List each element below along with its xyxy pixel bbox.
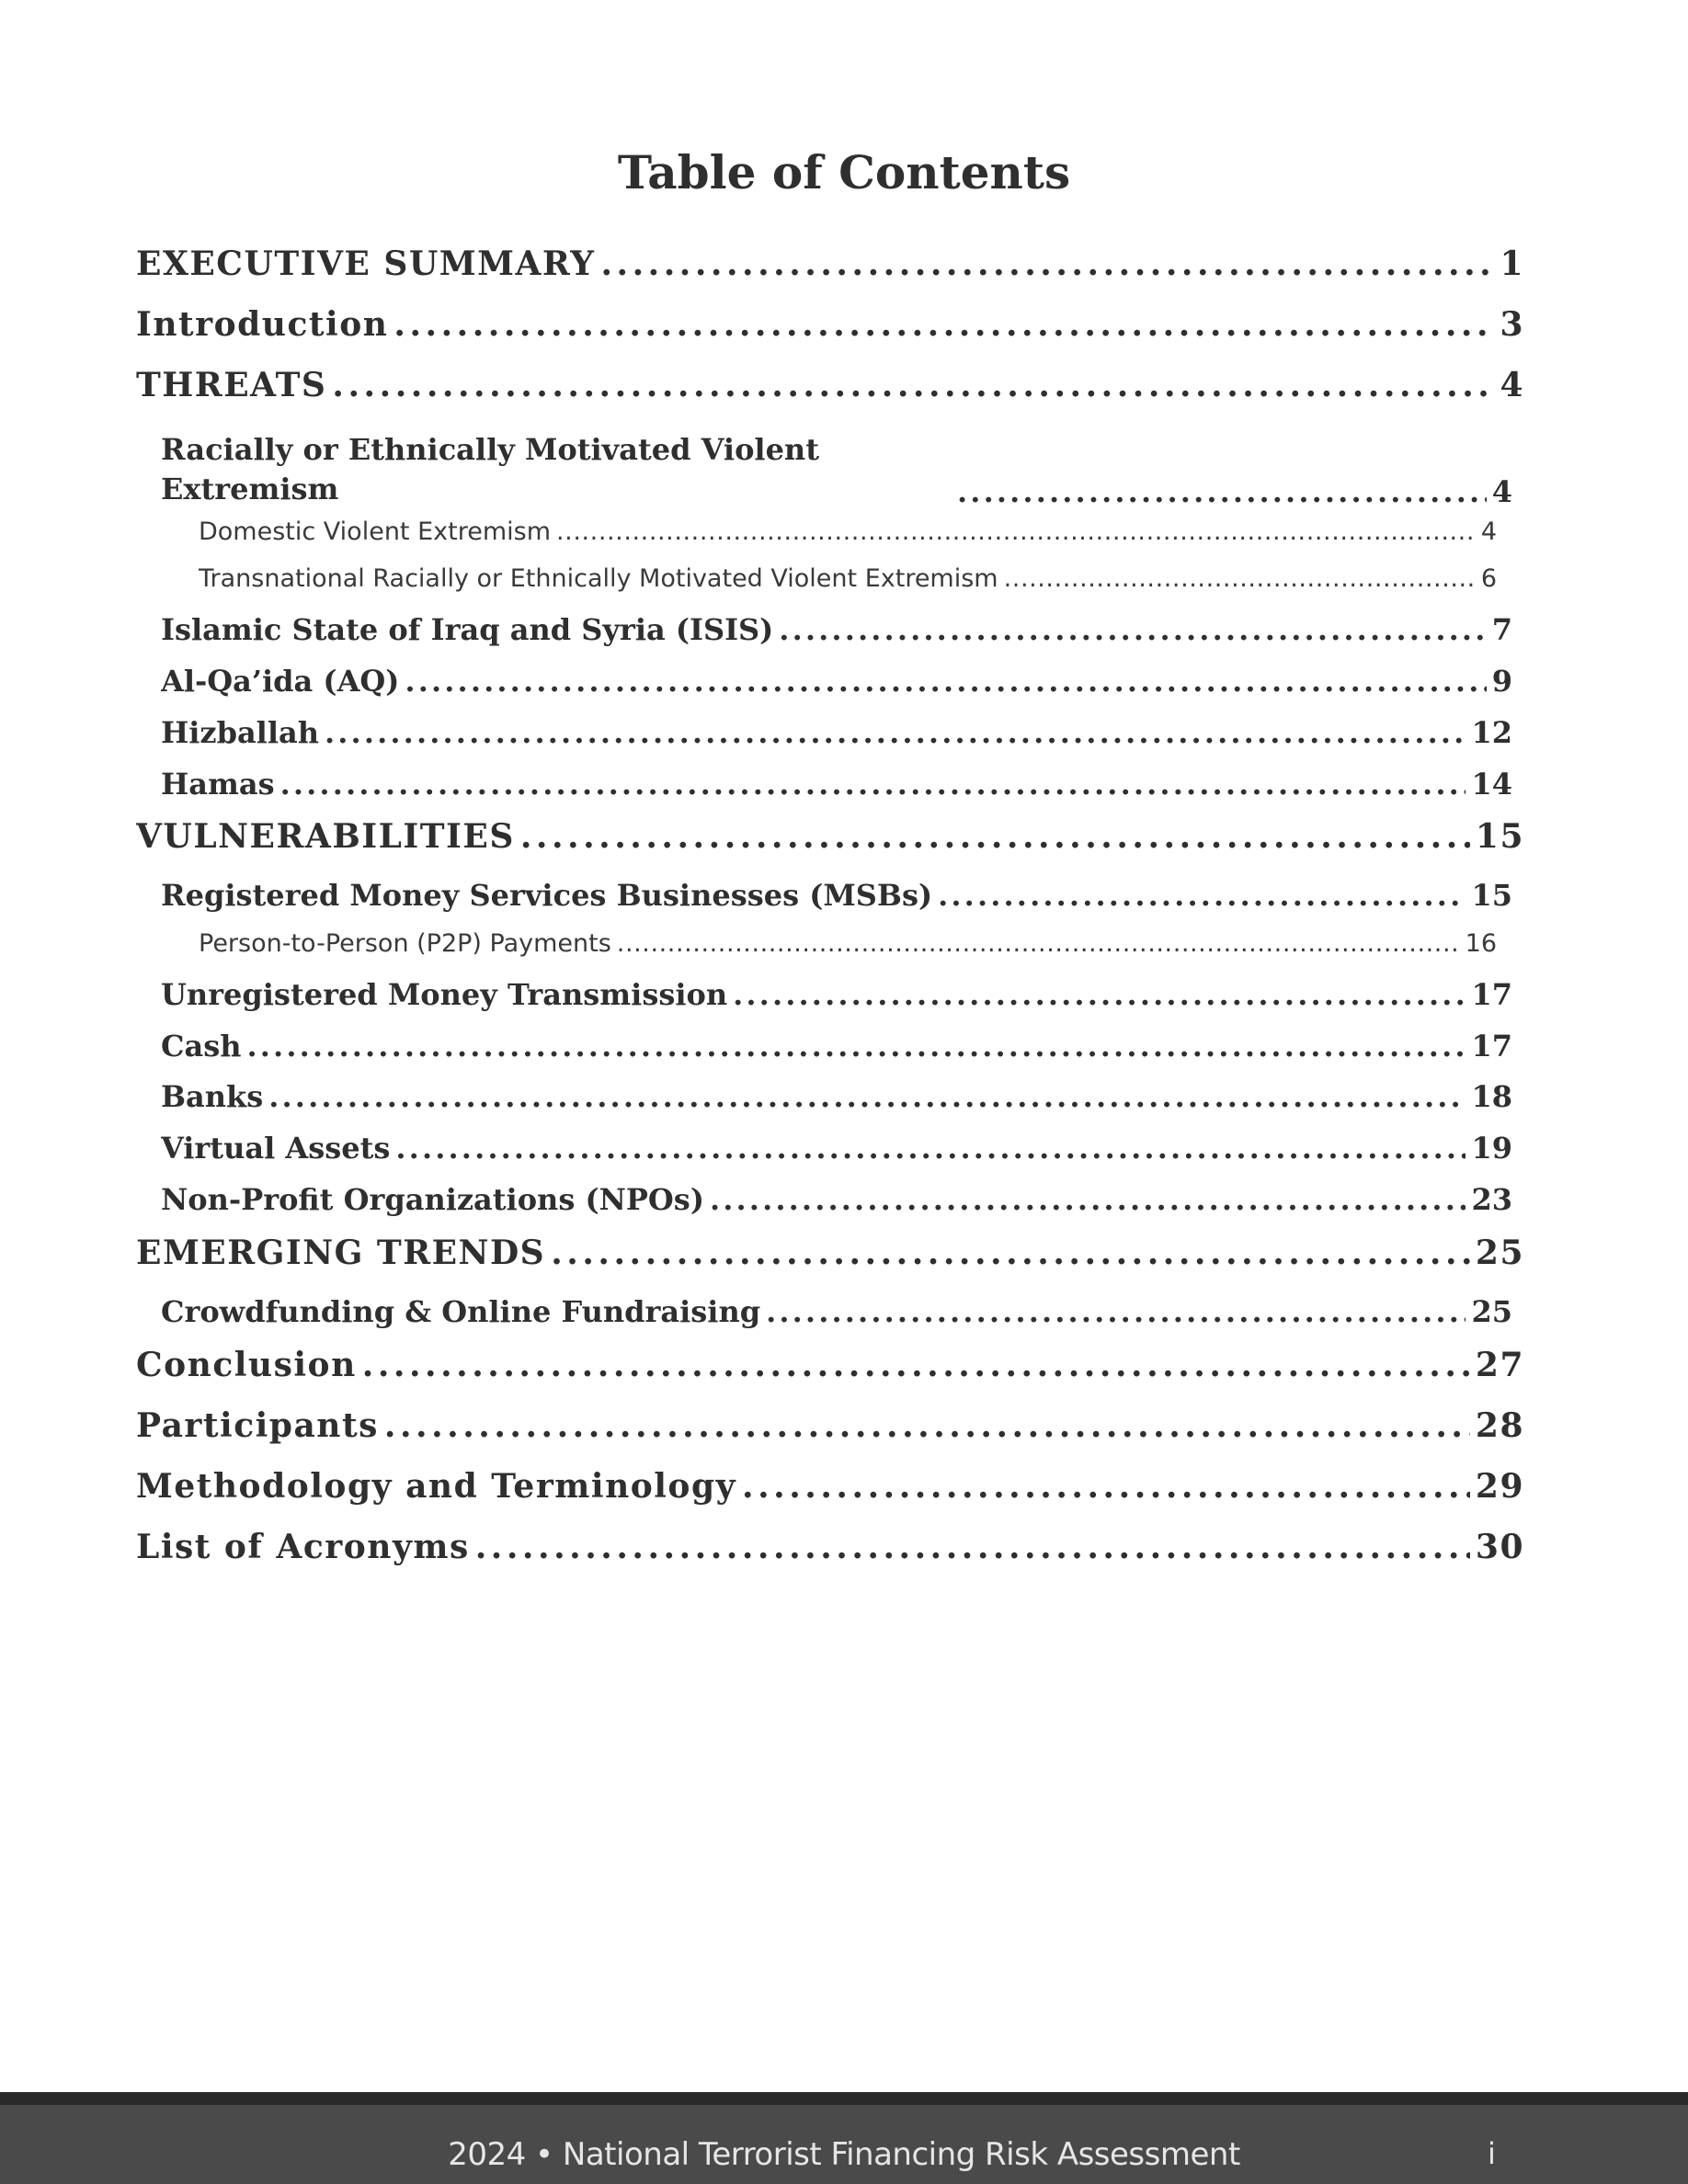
toc-entry-threats[interactable] [136, 366, 1524, 410]
toc-entry-page: 23 [1471, 1182, 1512, 1217]
toc-entry-dve-remve[interactable] [161, 428, 1512, 509]
toc-entry-unregistered-money-transmission[interactable] [161, 977, 1512, 1018]
toc-entry-domestic-violent-extremism[interactable] [199, 518, 1497, 552]
toc-entry-cash[interactable] [161, 1029, 1512, 1069]
dot-leader [332, 366, 1494, 404]
dot-leader [766, 1294, 1466, 1329]
toc-entry-page: 4 [1480, 518, 1497, 546]
footer-title: 2024 • National Terrorist Financing Risk Assessment [448, 2136, 1240, 2173]
toc-entry-page: 15 [1475, 817, 1524, 856]
toc-entry-label: Participants [136, 1406, 379, 1445]
toc-entry-page: 1 [1500, 245, 1524, 283]
dot-leader [395, 1131, 1466, 1166]
dot-leader [957, 474, 1487, 509]
toc-entry-page: 27 [1475, 1346, 1524, 1384]
toc-entry-label: Domestic Violent Extremism [199, 518, 552, 546]
toc-entry-isis[interactable] [161, 612, 1512, 653]
toc-entry-label: Transnational Racially or Ethnically Motivated Violent Extremism [199, 564, 998, 593]
toc-entry-page: 28 [1475, 1406, 1524, 1445]
toc-entry-al-qaida[interactable] [161, 664, 1512, 704]
toc-entry-hizballah[interactable] [161, 715, 1512, 756]
toc-entry-page: 29 [1475, 1467, 1524, 1506]
footer-page-number: i [1488, 2136, 1496, 2171]
toc-entry-label: VULNERABILITIES [136, 817, 515, 856]
toc-entry-label: Racially or Ethnically Motivated Violent Extremism [161, 432, 819, 506]
toc-entry-label: Hizballah [161, 715, 319, 750]
dot-leader [475, 1528, 1470, 1566]
dot-leader [938, 878, 1466, 913]
toc-entry-label: THREATS [136, 366, 327, 404]
dot-leader [325, 715, 1466, 750]
toc-entry-introduction[interactable] [136, 305, 1524, 349]
dot-leader [733, 977, 1466, 1012]
toc-entry-label: Al-Qa’ida (AQ) [161, 664, 400, 699]
toc-entry-page: 25 [1475, 1234, 1524, 1272]
toc-entry-conclusion[interactable] [136, 1346, 1524, 1390]
toc-entry-page: 4 [1491, 474, 1512, 509]
toc-entry-label: EXECUTIVE SUMMARY [136, 245, 596, 283]
toc-entry-page: 17 [1471, 1029, 1512, 1064]
dot-leader [742, 1467, 1470, 1506]
toc-entry-label: Virtual Assets [161, 1131, 391, 1166]
toc-entry-label: Methodology and Terminology [136, 1467, 737, 1506]
dot-leader [617, 929, 1460, 958]
toc-entry-page: 15 [1471, 878, 1512, 913]
toc-entry-methodology[interactable] [136, 1467, 1524, 1511]
toc-entry-page: 25 [1471, 1294, 1512, 1329]
dot-leader [393, 305, 1494, 344]
toc-entry-label: Crowdfunding & Online Fundraising [161, 1294, 761, 1329]
toc-entry-emerging-trends[interactable] [136, 1234, 1524, 1278]
toc-entry-page: 9 [1491, 664, 1512, 699]
dot-leader [246, 1029, 1466, 1064]
page-footer [0, 2092, 1688, 2184]
toc-entry-label: Cash [161, 1029, 242, 1064]
toc-entry-label: EMERGING TRENDS [136, 1234, 546, 1272]
dot-leader [556, 518, 1476, 546]
toc-entry-page: 17 [1471, 977, 1512, 1012]
dot-leader [384, 1406, 1470, 1445]
dot-leader [779, 612, 1486, 647]
toc-entry-banks[interactable] [161, 1079, 1512, 1120]
dot-leader [1004, 564, 1476, 593]
toc-entry-label: Banks [161, 1079, 264, 1114]
dot-leader [710, 1182, 1466, 1217]
toc-entry-page: 7 [1491, 612, 1512, 647]
toc-entry-label: Introduction [136, 305, 389, 344]
toc-entry-label: Registered Money Services Businesses (MSBs) [161, 878, 933, 913]
dot-leader [600, 245, 1494, 283]
toc-entry-label: Non-Profit Organizations (NPOs) [161, 1182, 704, 1217]
toc-entry-remve[interactable] [199, 564, 1497, 599]
toc-entry-label: Unregistered Money Transmission [161, 977, 728, 1012]
dot-leader [551, 1234, 1470, 1272]
toc-entry-page: 6 [1480, 564, 1497, 593]
toc-entry-page: 4 [1500, 366, 1524, 404]
dot-leader [362, 1346, 1470, 1384]
toc-entry-list-of-acronyms[interactable] [136, 1528, 1524, 1572]
page-title: Table of Contents [617, 145, 1071, 199]
toc-entry-p2p-payments[interactable] [199, 929, 1497, 964]
toc-entry-page: 14 [1471, 767, 1512, 802]
dot-leader [405, 664, 1486, 699]
toc-entry-vulnerabilities[interactable] [136, 817, 1524, 861]
toc-entry-label: Conclusion [136, 1346, 357, 1384]
toc-entry-executive-summary[interactable] [136, 245, 1524, 289]
toc-entry-hamas[interactable] [161, 767, 1512, 807]
dot-leader [520, 817, 1470, 856]
toc-entry-npos[interactable] [161, 1182, 1512, 1223]
toc-entry-page: 12 [1471, 715, 1512, 750]
toc-entry-page: 18 [1471, 1079, 1512, 1114]
toc-entry-registered-msbs[interactable] [161, 878, 1512, 918]
toc-entry-page: 19 [1471, 1131, 1512, 1166]
toc-entry-page: 30 [1475, 1528, 1524, 1566]
toc-entry-participants[interactable] [136, 1406, 1524, 1450]
toc-entry-virtual-assets[interactable] [161, 1131, 1512, 1171]
dot-leader [280, 767, 1466, 802]
toc-entry-label: List of Acronyms [136, 1528, 470, 1566]
toc-entry-label: Islamic State of Iraq and Syria (ISIS) [161, 612, 774, 647]
dot-leader [268, 1079, 1466, 1114]
toc-entry-page: 16 [1465, 929, 1497, 958]
toc-entry-page: 3 [1500, 305, 1524, 344]
toc-entry-label: Hamas [161, 767, 275, 802]
toc-entry-label: Person-to-Person (P2P) Payments [199, 929, 611, 958]
toc-entry-crowdfunding[interactable] [161, 1294, 1512, 1335]
